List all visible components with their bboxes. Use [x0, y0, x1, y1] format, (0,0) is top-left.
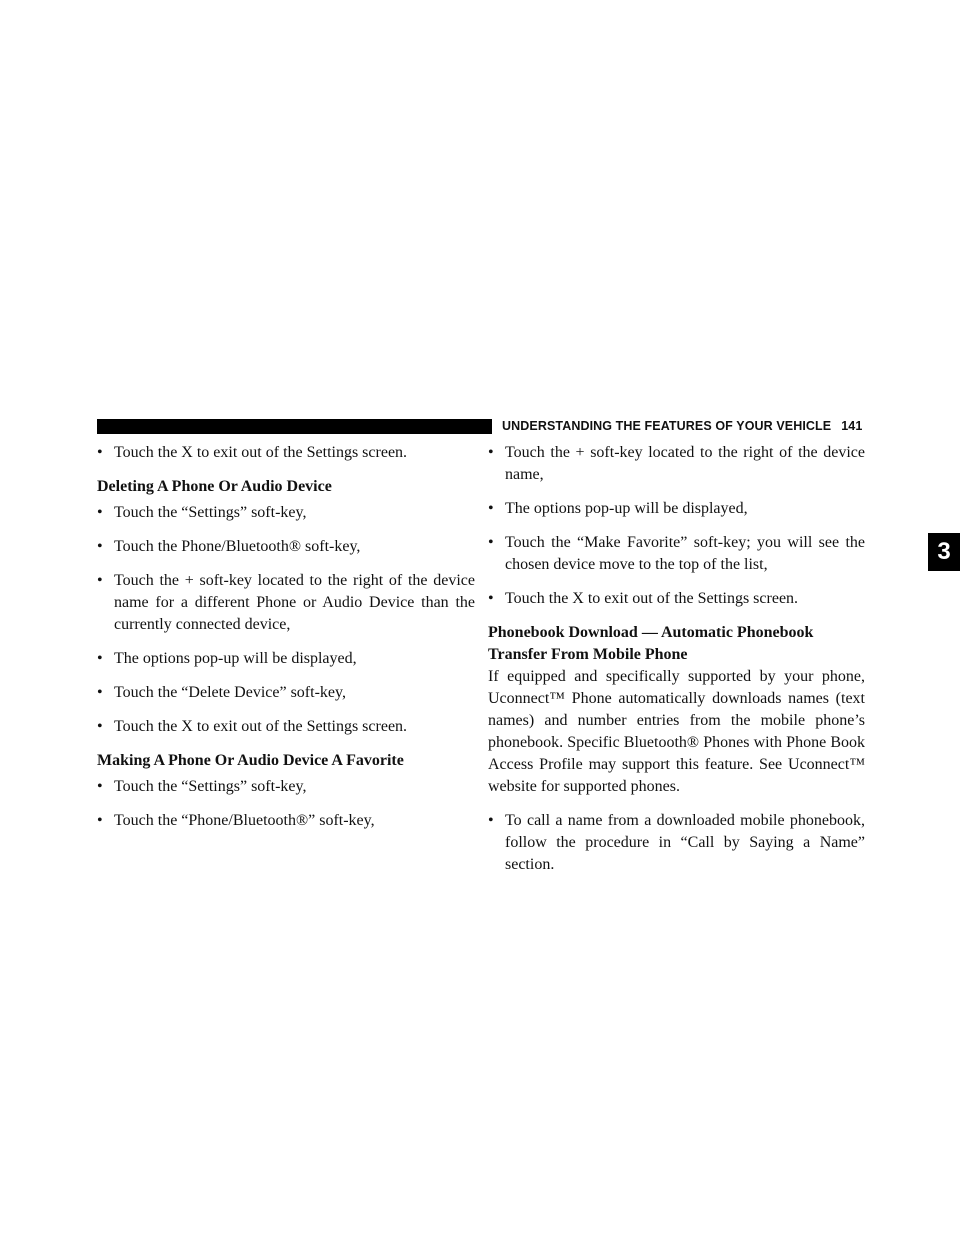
chapter-tab: 3 — [928, 533, 960, 571]
bullet-icon: • — [97, 718, 103, 735]
page-number: 141 — [841, 419, 863, 433]
list-item: • Touch the “Phone/Bluetooth®” soft-key, — [97, 810, 475, 832]
bullet-icon: • — [97, 572, 103, 589]
bullet-icon: • — [97, 538, 103, 555]
list-item: • The options pop-up will be displayed, — [488, 498, 865, 520]
list-item: • Touch the Phone/Bluetooth® soft-key, — [97, 536, 475, 558]
bullet-icon: • — [97, 778, 103, 795]
list-item: • Touch the “Settings” soft-key, — [97, 776, 475, 798]
left-column — [97, 442, 475, 844]
list-item: • Touch the “Settings” soft-key, — [97, 502, 475, 524]
bullet-icon: • — [97, 650, 103, 667]
bullet-icon: • — [488, 534, 494, 551]
bullet-icon: • — [488, 444, 494, 461]
bullet-icon: • — [97, 812, 103, 829]
section-heading-continued: Transfer From Mobile Phone — [488, 646, 688, 663]
running-header — [502, 418, 862, 435]
list-item: • Touch the X to exit out of the Settings screen. — [488, 588, 865, 610]
bullet-icon: • — [97, 444, 103, 461]
list-item: • Touch the “Delete Device” soft-key, — [97, 682, 475, 704]
list-item: • Touch the + soft-key located to the right of the device name for a different Phone or Audio Device than the currently connected device, — [97, 572, 475, 633]
list-item: • Touch the + soft-key located to the right of the device name, — [488, 444, 865, 483]
bullet-icon: • — [488, 590, 494, 607]
bullet-icon: • — [97, 684, 103, 701]
list-item: • Touch the “Make Favorite” soft-key; you will see the chosen device move to the top of the list, — [488, 534, 865, 573]
header-rule — [97, 419, 492, 434]
bullet-icon: • — [488, 812, 494, 829]
right-column — [488, 442, 865, 888]
section-heading: Making A Phone Or Audio Device A Favorite — [97, 752, 404, 769]
bullet-icon: • — [97, 504, 103, 521]
bullet-icon: • — [488, 500, 494, 517]
list-item: • Touch the X to exit out of the Settings screen. — [97, 716, 475, 738]
list-item: • To call a name from a downloaded mobile phonebook, follow the procedure in “Call by Saying a Name” section. — [488, 812, 865, 873]
section-heading: Phonebook Download — Automatic Phonebook — [488, 624, 814, 641]
list-item: • Touch the X to exit out of the Settings screen. — [97, 442, 475, 464]
body-paragraph: If equipped and specifically supported by your phone, Uconnect™ Phone automatically downloads names (text names) and number entries from the mobile phone’s phonebook. Specific Bluetooth® Phones with Phone Book Access Profile may support this feature. See Uconnect™ website for supported phones. — [488, 668, 865, 795]
section-title: UNDERSTANDING THE FEATURES OF YOUR VEHICLE — [502, 419, 832, 433]
list-item: • The options pop-up will be displayed, — [97, 648, 475, 670]
section-heading: Deleting A Phone Or Audio Device — [97, 478, 332, 495]
